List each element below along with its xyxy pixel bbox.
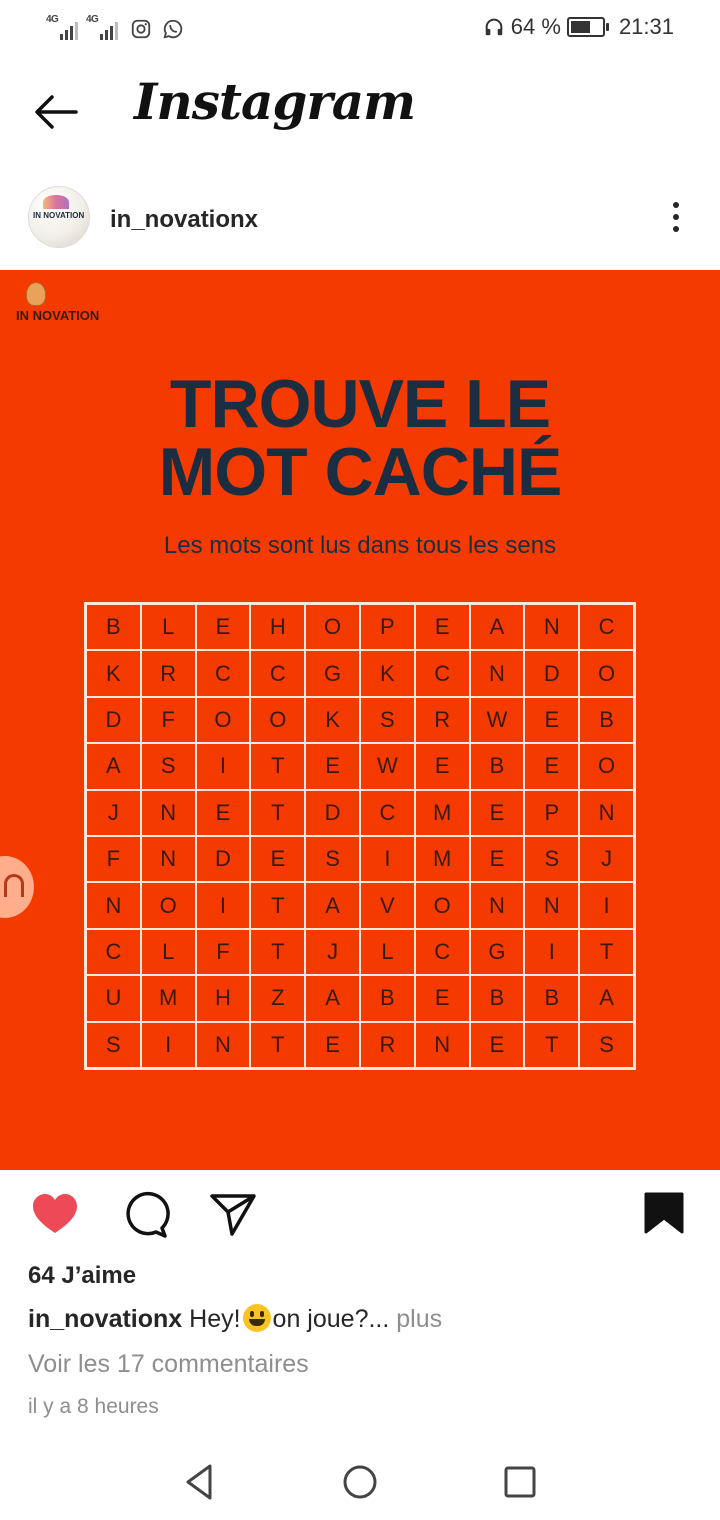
- post-caption[interactable]: [28, 1304, 442, 1334]
- grid-cell: P: [524, 790, 579, 836]
- grid-cell: S: [360, 697, 415, 743]
- grid-cell: K: [86, 650, 141, 696]
- grid-cell: J: [305, 929, 360, 975]
- avatar-logo-text: IN NOVATION: [33, 211, 85, 220]
- grid-cell: E: [305, 743, 360, 789]
- grid-cell: E: [470, 790, 525, 836]
- grid-cell: D: [524, 650, 579, 696]
- grid-cell: C: [415, 929, 470, 975]
- grid-cell: A: [86, 743, 141, 789]
- grid-cell: F: [196, 929, 251, 975]
- grid-cell: N: [415, 1022, 470, 1068]
- grid-cell: I: [141, 1022, 196, 1068]
- back-arrow-icon: [30, 88, 82, 136]
- grid-cell: V: [360, 882, 415, 928]
- grid-cell: K: [305, 697, 360, 743]
- grid-cell: N: [141, 790, 196, 836]
- save-button[interactable]: [642, 1188, 692, 1242]
- grid-cell: Z: [250, 975, 305, 1021]
- grid-cell: E: [524, 743, 579, 789]
- app-title: Instagram: [134, 72, 415, 131]
- puzzle-title-line-2: MOT CACHÉ: [158, 434, 562, 510]
- grid-cell: O: [250, 697, 305, 743]
- clock: 21:31: [618, 14, 674, 39]
- grid-cell: T: [579, 929, 634, 975]
- grid-cell: T: [250, 929, 305, 975]
- nav-back-button[interactable]: [178, 1460, 222, 1504]
- word-search-grid: [84, 602, 636, 1070]
- grid-cell: E: [415, 975, 470, 1021]
- post-actions: [0, 1188, 720, 1248]
- system-navigation-bar: [0, 1446, 720, 1520]
- grid-cell: B: [360, 975, 415, 1021]
- grid-cell: W: [470, 697, 525, 743]
- grid-cell: J: [579, 836, 634, 882]
- status-left: [46, 14, 184, 40]
- grid-cell: M: [141, 975, 196, 1021]
- grid-cell: N: [524, 604, 579, 650]
- status-right: [483, 14, 674, 40]
- grid-cell: B: [579, 697, 634, 743]
- network-type-label: 4G: [86, 14, 99, 25]
- post-timestamp: il y a 8 heures: [28, 1395, 159, 1418]
- circle-home-icon: [338, 1460, 382, 1504]
- nav-recents-button[interactable]: [498, 1460, 542, 1504]
- grid-cell: F: [86, 836, 141, 882]
- status-bar: [0, 0, 720, 56]
- grid-cell: I: [360, 836, 415, 882]
- network-type-label: 4G: [46, 14, 59, 25]
- grid-cell: I: [579, 882, 634, 928]
- grid-cell: B: [86, 604, 141, 650]
- grid-cell: H: [196, 975, 251, 1021]
- whatsapp-notification-icon: [162, 18, 184, 40]
- grid-cell: O: [579, 650, 634, 696]
- grid-cell: I: [196, 882, 251, 928]
- grid-cell: S: [86, 1022, 141, 1068]
- grid-cell: N: [86, 882, 141, 928]
- battery-percent: 64 %: [510, 14, 561, 39]
- puzzle-title: [0, 366, 720, 510]
- smiley-emoji-icon: [243, 1304, 271, 1332]
- grid-cell: W: [360, 743, 415, 789]
- grid-cell: O: [305, 604, 360, 650]
- heart-icon: [30, 1188, 80, 1242]
- grid-cell: B: [470, 975, 525, 1021]
- grid-cell: O: [415, 882, 470, 928]
- post-image[interactable]: [0, 270, 720, 1170]
- back-button[interactable]: [30, 88, 82, 136]
- avatar[interactable]: [28, 186, 90, 248]
- caption-text-end: on joue?...: [272, 1305, 390, 1333]
- brand-logo: [16, 282, 116, 332]
- grid-cell: F: [141, 697, 196, 743]
- grid-cell: D: [86, 697, 141, 743]
- instagram-notification-icon: [130, 18, 152, 40]
- grid-cell: M: [415, 836, 470, 882]
- grid-cell: P: [360, 604, 415, 650]
- grid-cell: T: [524, 1022, 579, 1068]
- view-comments-link[interactable]: Voir les 17 commentaires: [28, 1350, 309, 1378]
- grid-cell: U: [86, 975, 141, 1021]
- grid-cell: C: [415, 650, 470, 696]
- share-button[interactable]: [208, 1188, 258, 1242]
- bookmark-icon: [642, 1188, 686, 1242]
- grid-cell: E: [415, 604, 470, 650]
- puzzle-subtitle: Les mots sont lus dans tous les sens: [163, 532, 557, 559]
- grid-cell: E: [524, 697, 579, 743]
- grid-cell: N: [524, 882, 579, 928]
- nav-home-button[interactable]: [338, 1460, 382, 1504]
- more-dot: [673, 202, 679, 208]
- grid-cell: C: [579, 604, 634, 650]
- grid-cell: E: [196, 604, 251, 650]
- grid-cell: H: [250, 604, 305, 650]
- grid-cell: D: [196, 836, 251, 882]
- grid-cell: C: [86, 929, 141, 975]
- grid-cell: C: [250, 650, 305, 696]
- grid-cell: E: [415, 743, 470, 789]
- grid-cell: B: [470, 743, 525, 789]
- more-dot: [673, 226, 679, 232]
- grid-cell: G: [470, 929, 525, 975]
- grid-cell: C: [360, 790, 415, 836]
- grid-cell: T: [250, 790, 305, 836]
- grid-cell: I: [196, 743, 251, 789]
- comment-icon: [120, 1188, 170, 1242]
- grid-cell: A: [305, 975, 360, 1021]
- grid-cell: G: [305, 650, 360, 696]
- caption-username[interactable]: in_novationx: [28, 1305, 183, 1333]
- grid-cell: N: [470, 882, 525, 928]
- grid-cell: S: [579, 1022, 634, 1068]
- caption-text-start: Hey!: [182, 1305, 241, 1333]
- headset-icon: [4, 874, 24, 897]
- square-recents-icon: [498, 1460, 542, 1504]
- grid-cell: B: [524, 975, 579, 1021]
- grid-cell: N: [470, 650, 525, 696]
- grid-cell: R: [360, 1022, 415, 1068]
- more-options-button[interactable]: [664, 198, 688, 238]
- signal-icon: [46, 14, 80, 40]
- send-icon: [208, 1188, 258, 1242]
- post-username[interactable]: in_novationx: [110, 206, 259, 233]
- lightbulb-icon: [26, 282, 46, 306]
- grid-cell: D: [305, 790, 360, 836]
- grid-cell: K: [360, 650, 415, 696]
- likes-count[interactable]: 64 J’aime: [28, 1262, 137, 1289]
- brand-logo-text: IN NOVATION: [16, 308, 100, 323]
- grid-cell: T: [250, 743, 305, 789]
- grid-cell: T: [250, 1022, 305, 1068]
- grid-cell: T: [250, 882, 305, 928]
- puzzle-title-line-1: TROUVE LE: [169, 366, 551, 442]
- grid-cell: A: [305, 882, 360, 928]
- grid-cell: N: [196, 1022, 251, 1068]
- post-header: [0, 184, 720, 260]
- app-topbar: [0, 60, 720, 160]
- grid-cell: S: [141, 743, 196, 789]
- caption-more-link[interactable]: plus: [389, 1305, 443, 1333]
- grid-cell: E: [470, 1022, 525, 1068]
- grid-cell: A: [579, 975, 634, 1021]
- grid-cell: S: [305, 836, 360, 882]
- grid-cell: E: [250, 836, 305, 882]
- grid-cell: E: [470, 836, 525, 882]
- grid-cell: O: [196, 697, 251, 743]
- headset-icon: [483, 16, 505, 38]
- grid-cell: R: [141, 650, 196, 696]
- grid-cell: N: [141, 836, 196, 882]
- battery-icon: [567, 17, 605, 37]
- grid-cell: L: [141, 604, 196, 650]
- grid-cell: L: [360, 929, 415, 975]
- grid-cell: C: [196, 650, 251, 696]
- grid-cell: E: [305, 1022, 360, 1068]
- more-dot: [673, 214, 679, 220]
- comment-button[interactable]: [120, 1188, 170, 1242]
- grid-cell: J: [86, 790, 141, 836]
- grid-cell: E: [196, 790, 251, 836]
- grid-cell: O: [579, 743, 634, 789]
- grid-cell: M: [415, 790, 470, 836]
- grid-cell: I: [524, 929, 579, 975]
- triangle-back-icon: [178, 1460, 222, 1504]
- grid-cell: S: [524, 836, 579, 882]
- grid-cell: O: [141, 882, 196, 928]
- grid-cell: L: [141, 929, 196, 975]
- like-button[interactable]: [30, 1188, 80, 1242]
- grid-cell: R: [415, 697, 470, 743]
- grid-cell: N: [579, 790, 634, 836]
- grid-cell: A: [470, 604, 525, 650]
- signal-icon: [86, 14, 120, 40]
